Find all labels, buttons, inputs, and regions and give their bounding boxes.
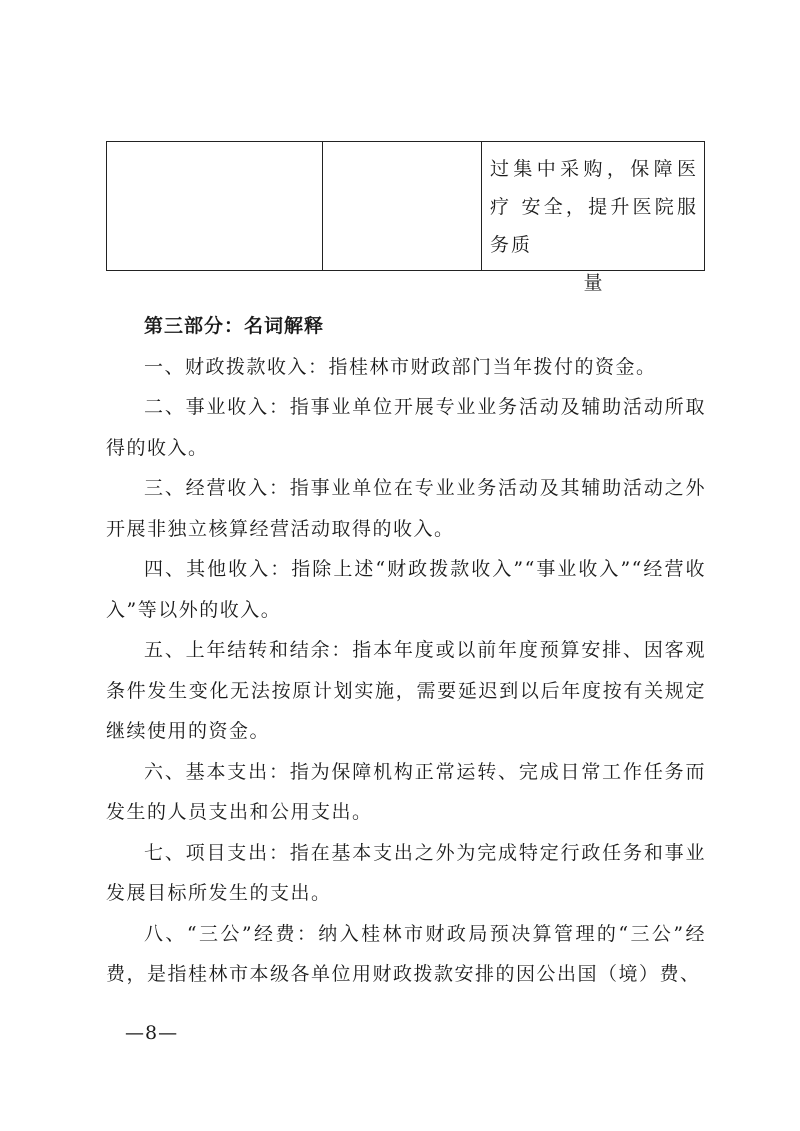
paragraph-6: 六、基本支出：指为保障机构正常运转、完成日常工作任务而发生的人员支出和公用支出。: [106, 760, 706, 823]
table-continuation: [106, 141, 705, 294]
paragraph-5: 五、上年结转和结余：指本年度或以前年度预算安排、因客观条件发生变化无法按原计划实施，需要延迟到以后年度按有关规定继续使用的资金。: [106, 639, 706, 742]
table-cell-line-1: 过集中采购，保障医疗: [490, 158, 698, 218]
paragraph-2: 二、事业收入：指事业单位开展专业业务活动及辅助活动所取得的收入。: [106, 396, 706, 459]
table-cell-line-2: 安全，提升医院服务质: [490, 196, 698, 256]
paragraph-8: 八、“三公”经费：纳入桂林市财政局预决算管理的“三公”经费，是指桂林市本级各单位用财政拨款安排的因公出国（境）费、: [106, 922, 706, 985]
table-cell-empty-1: [107, 142, 323, 270]
table-cell-text: [482, 142, 704, 294]
table-cell-empty-2: [323, 142, 482, 270]
paragraph-3: 三、经营收入：指事业单位在专业业务活动及其辅助活动之外开展非独立核算经营活动取得的收入。: [106, 477, 706, 540]
paragraph-7: 七、项目支出：指在基本支出之外为完成特定行政任务和事业发展目标所发生的支出。: [106, 841, 706, 904]
paragraph-1: 一、财政拨款收入：指桂林市财政部门当年拨付的资金。: [144, 355, 657, 378]
page-number: —8—: [125, 1022, 179, 1044]
section-title: 第三部分：名词解释: [144, 315, 325, 337]
document-body: [106, 306, 706, 995]
table-cell-line-3: 量: [583, 272, 605, 294]
paragraph-4: 四、其他收入：指除上述“财政拨款收入”“事业收入”“经营收入”等以外的收入。: [106, 558, 706, 621]
